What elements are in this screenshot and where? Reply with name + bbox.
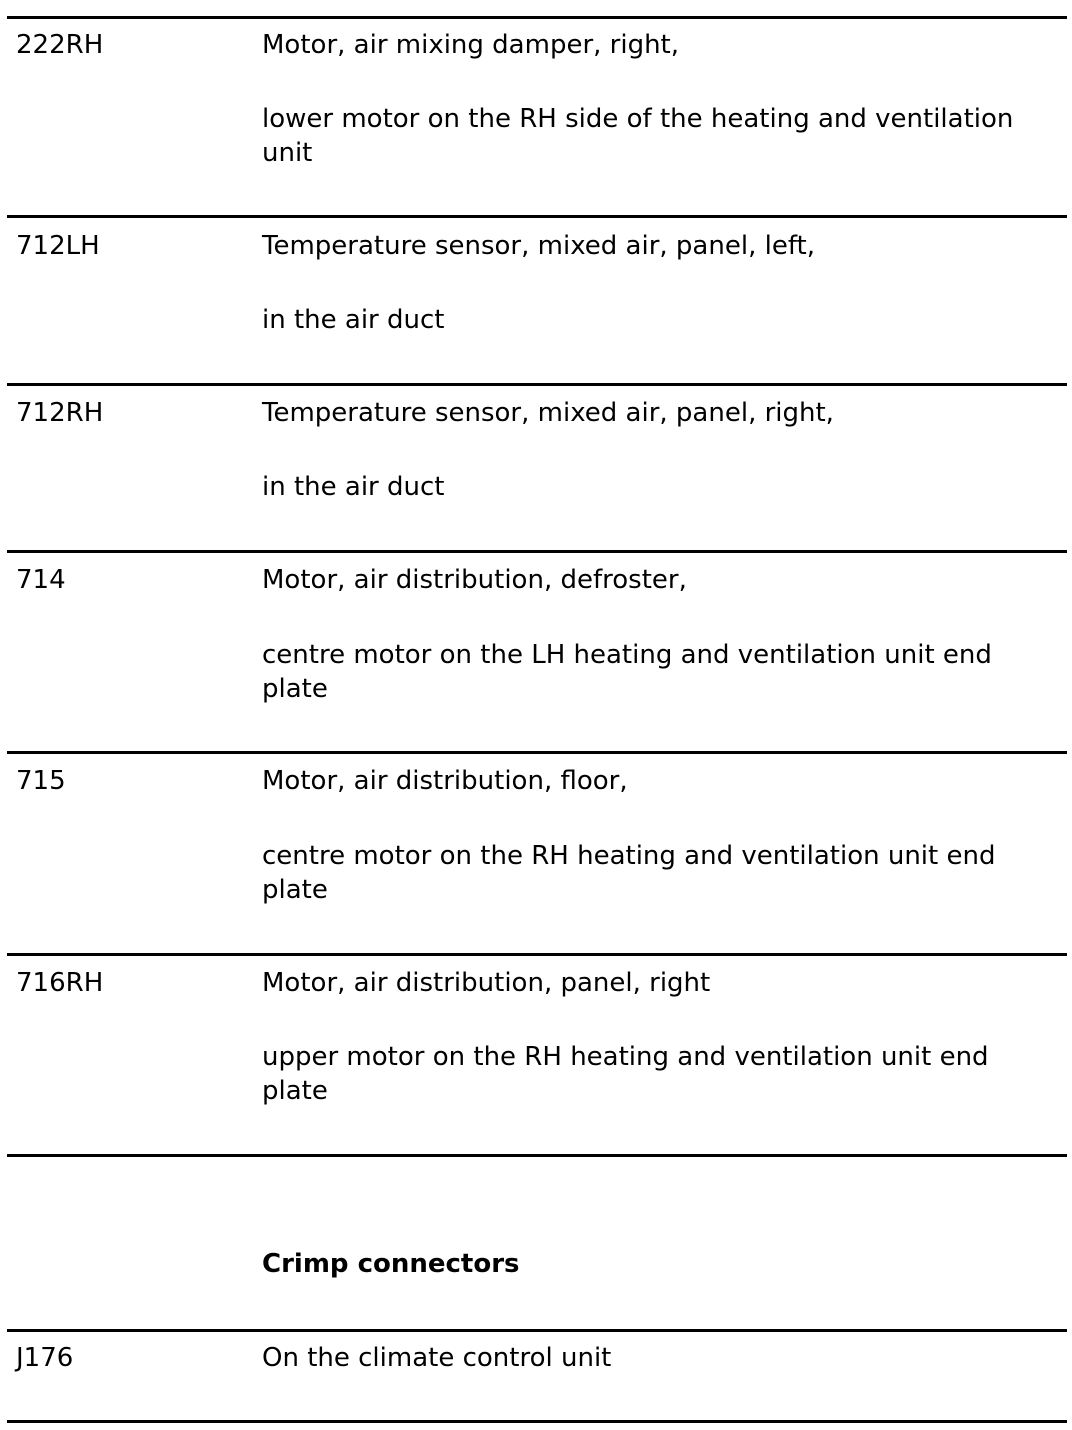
component-code: 716RH xyxy=(16,968,104,998)
section-heading: Crimp connectors xyxy=(262,1249,520,1279)
connector-description: On the climate control unit xyxy=(262,1343,612,1373)
component-code: 712LH xyxy=(16,231,100,261)
table-rule xyxy=(7,953,1067,956)
connector-code: J176 xyxy=(16,1343,74,1373)
component-description: Motor, air distribution, floor, xyxy=(262,766,628,796)
table-rule xyxy=(7,383,1067,386)
table-rule xyxy=(7,1420,1067,1423)
component-description: Motor, air distribution, panel, right xyxy=(262,968,711,998)
component-description: Temperature sensor, mixed air, panel, left, xyxy=(262,231,815,261)
component-description: Motor, air distribution, defroster, xyxy=(262,565,687,595)
table-rule xyxy=(7,215,1067,218)
component-code: 712RH xyxy=(16,398,104,428)
component-location: in the air duct xyxy=(262,472,445,502)
component-code: 714 xyxy=(16,565,66,595)
table-rule xyxy=(7,1329,1067,1332)
table-rule xyxy=(7,1154,1067,1157)
component-location: lower motor on the RH side of the heating and ventilation unit xyxy=(262,104,1014,168)
component-location: upper motor on the RH heating and ventilation unit end plate xyxy=(262,1042,989,1106)
table-rule xyxy=(7,16,1067,19)
table-rule xyxy=(7,751,1067,754)
component-description: Motor, air mixing damper, right, xyxy=(262,30,680,60)
component-code: 715 xyxy=(16,766,66,796)
component-description: Temperature sensor, mixed air, panel, right, xyxy=(262,398,834,428)
component-location: in the air duct xyxy=(262,305,445,335)
table-rule xyxy=(7,550,1067,553)
component-location: centre motor on the LH heating and ventilation unit end plate xyxy=(262,640,992,704)
component-location: centre motor on the RH heating and ventilation unit end plate xyxy=(262,841,996,905)
component-code: 222RH xyxy=(16,30,104,60)
